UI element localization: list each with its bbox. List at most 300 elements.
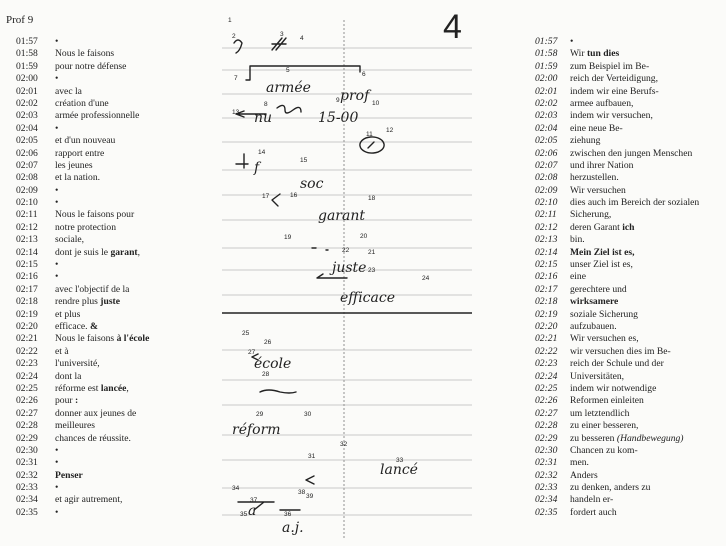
line-text: et à [55, 345, 69, 357]
note-number: 15 [300, 157, 308, 164]
german-transcript [535, 36, 699, 519]
line-text: reich der Schule und der [570, 358, 664, 370]
timestamp: 02:14 [16, 246, 38, 258]
french-line [16, 98, 149, 110]
timestamp: 01:59 [16, 60, 38, 72]
line-text: pour notre défense [55, 60, 127, 72]
german-line [535, 172, 699, 184]
line-text: • [55, 184, 59, 196]
german-line [535, 433, 699, 445]
timestamp: 02:26 [16, 395, 38, 407]
french-line [16, 234, 149, 246]
timestamp: 02:26 [535, 395, 558, 407]
note-number: 18 [368, 195, 376, 202]
line-text: aufzubauen. [570, 320, 617, 332]
note-number: 8 [264, 101, 268, 108]
timestamp: 02:00 [16, 73, 38, 85]
note-number: 25 [242, 330, 250, 337]
line-text: • [55, 506, 59, 518]
note-number: 3 [280, 31, 284, 38]
german-line [535, 346, 699, 358]
line-text: les jeunes [55, 159, 93, 171]
german-line [535, 61, 699, 73]
timestamp: 02:04 [535, 122, 558, 134]
german-line [535, 371, 699, 383]
line-text: • [55, 122, 59, 134]
timestamp: 02:34 [535, 494, 558, 506]
timestamp: 02:13 [16, 234, 38, 246]
note-number: 32 [340, 441, 348, 448]
note-number: 2 [232, 33, 236, 40]
note-word-3: 15-00 [318, 110, 359, 126]
french-line [16, 247, 149, 259]
french-line [16, 48, 149, 60]
german-line [535, 110, 699, 122]
french-line [16, 457, 149, 469]
timestamp: 02:28 [16, 420, 38, 432]
timestamp: 02:06 [535, 147, 558, 159]
french-line [16, 222, 149, 234]
timestamp: 02:07 [16, 159, 38, 171]
line-text: chances de réussite. [55, 432, 131, 444]
german-line [535, 222, 699, 234]
line-text: à l'école [116, 333, 150, 345]
note-word-9: école [254, 356, 292, 372]
interpreter-notes [222, 10, 522, 540]
french-line [16, 148, 149, 160]
line-text: lancée [100, 382, 127, 394]
french-line [16, 185, 149, 197]
line-text: (Handbewegung) [616, 432, 684, 444]
note-number: 39 [306, 493, 314, 500]
timestamp: 02:23 [16, 358, 38, 370]
german-line [535, 209, 699, 221]
timestamp: 02:19 [535, 308, 558, 320]
line-text: deren Garant [570, 221, 623, 233]
timestamp: 02:25 [16, 382, 38, 394]
line-text: bin. [570, 234, 585, 246]
german-line [535, 271, 699, 283]
timestamp: 02:13 [535, 234, 558, 246]
line-text: wirksamere [570, 296, 619, 308]
note-number: 11 [366, 131, 373, 138]
note-word-12: a [248, 503, 257, 519]
german-line [535, 135, 699, 147]
timestamp: 02:31 [535, 457, 558, 469]
timestamp: 02:16 [16, 271, 38, 283]
note-number: 20 [360, 233, 368, 240]
french-line [16, 284, 149, 296]
note-word-8: efficace [340, 290, 395, 306]
timestamp: 02:09 [16, 184, 38, 196]
timestamp: 01:59 [535, 60, 558, 72]
line-text: dies auch im Bereich der sozialen [570, 197, 700, 209]
french-transcript [16, 36, 149, 519]
note-number: 27 [248, 349, 256, 356]
line-text: wir versuchen dies im Be- [570, 345, 671, 357]
german-line [535, 48, 699, 60]
line-text: • [55, 36, 59, 47]
german-line [535, 123, 699, 135]
timestamp: 02:08 [16, 172, 38, 184]
line-text: avec l'objectif de la [55, 283, 130, 295]
german-line [535, 445, 699, 457]
german-line [535, 296, 699, 308]
timestamp: 02:15 [535, 259, 558, 271]
line-text: réforme est [55, 382, 101, 394]
german-line [535, 36, 699, 48]
note-number: 13 [232, 109, 240, 116]
line-text: Sicherung, [570, 209, 612, 221]
note-number: 29 [256, 411, 264, 418]
timestamp: 02:21 [16, 333, 38, 345]
line-text: rendre plus [55, 296, 101, 308]
german-line [535, 457, 699, 469]
note-number: 16 [290, 192, 298, 199]
line-text: Anders [570, 469, 598, 481]
note-number: 37 [250, 497, 258, 504]
line-text: rapport entre [55, 147, 105, 159]
line-text: • [55, 444, 59, 456]
line-text: zwischen den jungen Menschen [570, 147, 693, 159]
note-number: 23 [368, 267, 376, 274]
note-word-11: lancé [380, 462, 418, 478]
note-word-7: juste [332, 260, 367, 276]
note-number: 14 [258, 149, 266, 156]
line-text: indem wir notwendige [570, 382, 657, 394]
line-text: Penser [55, 469, 83, 481]
timestamp: 02:02 [535, 97, 558, 109]
timestamp: 02:19 [16, 308, 38, 320]
german-line [535, 86, 699, 98]
german-line [535, 494, 699, 506]
note-number: 33 [396, 457, 404, 464]
line-text: efficace. [55, 320, 90, 332]
line-text: , [137, 246, 141, 258]
french-line [16, 123, 149, 135]
german-line [535, 160, 699, 172]
note-number: 19 [284, 234, 292, 241]
timestamp: 02:16 [535, 271, 558, 283]
timestamp: 02:22 [16, 345, 38, 357]
french-line [16, 160, 149, 172]
german-line [535, 507, 699, 519]
german-line [535, 420, 699, 432]
timestamp: 02:27 [535, 407, 558, 419]
timestamp: 02:06 [16, 147, 38, 159]
line-text: um letztendlich [570, 407, 630, 419]
note-number: 30 [304, 411, 312, 418]
line-text: armée professionnelle [55, 110, 140, 122]
note-number: 10 [372, 100, 380, 107]
line-text: Chancen zu kom- [570, 444, 638, 456]
line-text: zu einer besseren, [570, 420, 639, 432]
note-word-6: garant [318, 208, 365, 224]
line-text: men. [570, 457, 589, 469]
timestamp: 02:31 [16, 457, 38, 469]
french-line [16, 73, 149, 85]
german-line [535, 98, 699, 110]
french-line [16, 110, 149, 122]
timestamp: 02:27 [16, 407, 38, 419]
timestamp: 02:03 [16, 110, 38, 122]
line-text: Wir [570, 48, 587, 60]
german-line [535, 148, 699, 160]
timestamp: 02:24 [535, 370, 558, 382]
german-line [535, 234, 699, 246]
timestamp: 01:58 [16, 48, 38, 60]
header-title: Prof 9 [6, 14, 34, 26]
timestamp: 02:28 [535, 420, 558, 432]
note-number: 28 [262, 371, 270, 378]
note-number: 22 [342, 247, 350, 254]
line-text: garant [110, 246, 138, 258]
note-word-10: réform [232, 422, 281, 438]
line-text: , [126, 382, 129, 394]
line-text: ich [622, 221, 635, 233]
line-text: Nous le faisons pour [55, 209, 135, 221]
timestamp: 02:18 [535, 296, 558, 308]
french-line [16, 346, 149, 358]
german-line [535, 309, 699, 321]
timestamp: 02:29 [535, 432, 558, 444]
french-line [16, 470, 149, 482]
note-word-0: armée [266, 80, 311, 96]
line-text: Reformen einleiten [570, 395, 644, 407]
timestamp: 01:57 [16, 36, 38, 47]
french-line [16, 333, 149, 345]
french-line [16, 209, 149, 221]
timestamp: 02:33 [535, 482, 558, 494]
line-text: • [55, 73, 59, 85]
timestamp: 02:21 [535, 333, 558, 345]
line-text: • [55, 259, 59, 271]
french-line [16, 358, 149, 370]
timestamp: 02:34 [16, 494, 38, 506]
french-line [16, 61, 149, 73]
line-text: et agir autrement, [55, 494, 123, 506]
french-line [16, 433, 149, 445]
line-text: zum Beispiel im Be- [570, 60, 650, 72]
french-line [16, 321, 149, 333]
timestamp: 02:10 [535, 197, 558, 209]
note-number: 36 [284, 511, 292, 518]
timestamp: 02:02 [16, 97, 38, 109]
timestamp: 02:00 [535, 73, 558, 85]
german-line [535, 321, 699, 333]
timestamp: 02:15 [16, 259, 38, 271]
german-line [535, 395, 699, 407]
german-line [535, 247, 699, 259]
line-text: indem wir eine Berufs- [570, 85, 659, 97]
line-text: et d'un nouveau [55, 135, 116, 147]
line-text: Wir versuchen es, [570, 333, 639, 345]
timestamp: 02:18 [16, 296, 38, 308]
french-line [16, 482, 149, 494]
line-text: • [570, 36, 574, 47]
timestamp: 02:01 [535, 85, 558, 97]
timestamp: 02:24 [16, 370, 38, 382]
note-number: 31 [308, 453, 316, 460]
french-line [16, 86, 149, 98]
french-line [16, 507, 149, 519]
line-text: Mein Ziel ist es, [570, 246, 635, 258]
line-text: unser Ziel ist es, [570, 259, 633, 271]
french-line [16, 420, 149, 432]
line-text: armee aufbauen, [570, 97, 634, 109]
timestamp: 02:23 [535, 358, 558, 370]
line-text: avec la [55, 85, 82, 97]
line-text: meilleures [55, 420, 95, 432]
german-line [535, 73, 699, 85]
line-text: juste [100, 296, 121, 308]
line-text: sociale, [55, 234, 85, 246]
line-text: et plus [55, 308, 81, 320]
timestamp: 02:35 [16, 506, 38, 518]
note-number: 1 [228, 17, 232, 24]
line-text: gerechtere und [570, 283, 627, 295]
note-number: 12 [386, 127, 394, 134]
french-line [16, 135, 149, 147]
line-text: Wir versuchen [570, 184, 626, 196]
timestamp: 02:25 [535, 382, 558, 394]
line-text: • [55, 482, 59, 494]
note-number: 24 [422, 275, 430, 282]
note-number: 26 [264, 339, 272, 346]
german-line [535, 185, 699, 197]
timestamp: 02:32 [535, 469, 558, 481]
line-text: dont la [55, 370, 82, 382]
timestamp: 02:08 [535, 172, 558, 184]
french-line [16, 309, 149, 321]
german-line [535, 284, 699, 296]
german-line [535, 470, 699, 482]
note-word-2: nu [254, 110, 273, 126]
line-text: tun dies [586, 48, 620, 60]
line-text: ziehung [570, 135, 601, 147]
line-text: zu denken, anders zu [570, 482, 651, 494]
line-text: notre protection [55, 221, 117, 233]
line-text: • [55, 197, 59, 209]
line-text: • [55, 271, 59, 283]
timestamp: 02:12 [16, 221, 38, 233]
timestamp: 02:05 [16, 135, 38, 147]
timestamp: 02:30 [535, 444, 558, 456]
line-text: l'université, [55, 358, 100, 370]
line-text: Nous le faisons [55, 333, 117, 345]
timestamp: 02:29 [16, 432, 38, 444]
timestamp: 02:17 [16, 283, 38, 295]
french-line [16, 395, 149, 407]
timestamp: 02:04 [16, 122, 38, 134]
german-line [535, 333, 699, 345]
line-text: dont je suis le [55, 246, 111, 258]
timestamp: 02:05 [535, 135, 558, 147]
french-line [16, 197, 149, 209]
note-number: 35 [240, 511, 248, 518]
timestamp: 02:35 [535, 506, 558, 518]
french-line [16, 296, 149, 308]
french-line [16, 36, 149, 48]
french-line [16, 371, 149, 383]
line-text: soziale Sicherung [570, 308, 638, 320]
timestamp: 02:22 [535, 345, 558, 357]
note-number: 38 [298, 489, 306, 496]
line-text: handeln er- [570, 494, 614, 506]
note-number-labels [228, 17, 430, 518]
line-text: Universitäten, [570, 370, 625, 382]
line-text: : [74, 395, 79, 407]
line-text: indem wir versuchen, [570, 110, 653, 122]
timestamp: 02:01 [16, 85, 38, 97]
note-number: 6 [362, 71, 366, 78]
note-word-13: a.j. [282, 520, 304, 536]
french-line [16, 172, 149, 184]
timestamp: 02:11 [16, 209, 38, 221]
note-number: 17 [262, 193, 270, 200]
french-line [16, 494, 149, 506]
timestamp: 02:20 [535, 320, 558, 332]
german-line [535, 482, 699, 494]
note-number: 34 [232, 485, 240, 492]
french-line [16, 259, 149, 271]
line-text: herzustellen. [570, 172, 619, 184]
timestamp: 02:07 [535, 159, 558, 171]
line-text: Nous le faisons [55, 48, 115, 60]
note-number: 5 [286, 67, 290, 74]
line-text: eine [570, 271, 586, 283]
line-text: und ihrer Nation [570, 159, 634, 171]
note-number: 4 [300, 35, 304, 42]
timestamp: 02:11 [535, 209, 557, 221]
french-line [16, 383, 149, 395]
line-text: fordert auch [570, 506, 617, 518]
timestamp: 02:03 [535, 110, 558, 122]
note-number: 9 [336, 97, 340, 104]
french-line [16, 408, 149, 420]
timestamp: 02:33 [16, 482, 38, 494]
timestamp: 02:17 [535, 283, 558, 295]
timestamp: 02:30 [16, 444, 38, 456]
german-line [535, 197, 699, 209]
line-text: pour [55, 395, 75, 407]
note-word-1: prof [340, 88, 370, 104]
german-line [535, 383, 699, 395]
page-number: 4 [443, 8, 462, 46]
timestamp: 01:57 [535, 36, 558, 47]
timestamp: 02:10 [16, 197, 38, 209]
note-number: 21 [368, 249, 376, 256]
line-text: création d'une [55, 97, 109, 109]
timestamp: 02:32 [16, 469, 38, 481]
french-line [16, 271, 149, 283]
german-line [535, 408, 699, 420]
note-word-4: f [254, 160, 260, 176]
line-text: reich der Verteidigung, [570, 73, 659, 85]
line-text: • [55, 457, 59, 469]
timestamp: 02:20 [16, 320, 38, 332]
german-line [535, 358, 699, 370]
timestamp: 02:12 [535, 221, 558, 233]
line-text: zu besseren [570, 432, 617, 444]
timestamp: 01:58 [535, 48, 558, 60]
timestamp: 02:14 [535, 246, 558, 258]
timestamp: 02:09 [535, 184, 558, 196]
line-text: eine neue Be- [570, 122, 623, 134]
line-text: donner aux jeunes de [55, 407, 137, 419]
french-line [16, 445, 149, 457]
note-number: 7 [234, 75, 238, 82]
